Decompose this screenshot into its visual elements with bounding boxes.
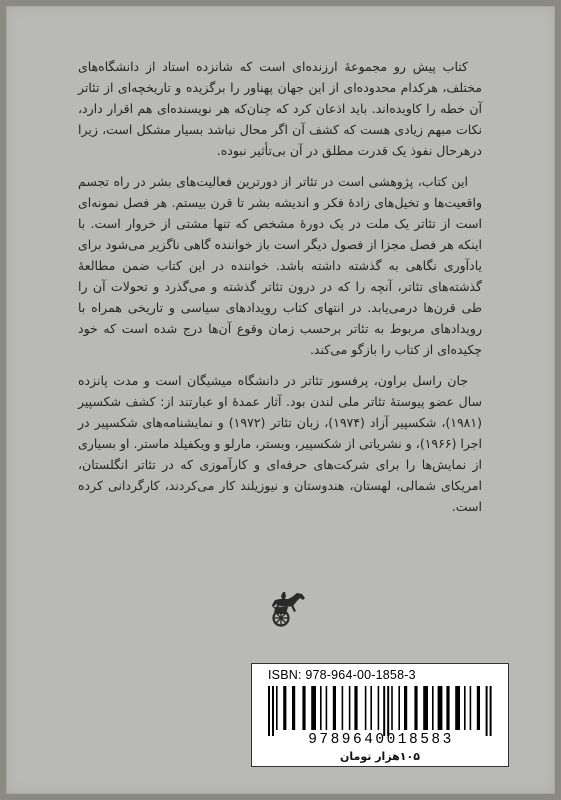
barcode-bar <box>464 686 466 730</box>
barcode-bar <box>446 686 449 730</box>
barcode-bar <box>391 686 393 730</box>
barcode-bar <box>365 686 367 730</box>
barcode-bar <box>455 686 460 730</box>
price-label: ۱۰۵هزار تومان <box>340 750 420 763</box>
barcode-bar <box>438 686 443 730</box>
barcode-digits: 9789640018583 <box>308 732 454 748</box>
barcode-bar <box>404 686 407 730</box>
barcode-bar <box>349 686 351 730</box>
barcode-bar <box>283 686 286 730</box>
barcode-bar <box>326 686 328 730</box>
barcode-bar <box>292 686 295 730</box>
back-cover <box>6 6 555 794</box>
barcode-bar <box>398 686 400 730</box>
barcode-label <box>251 663 509 767</box>
back-cover-text <box>78 56 482 517</box>
barcode-bar <box>477 686 480 730</box>
barcode-bar <box>414 686 417 730</box>
barcode-bar <box>302 686 305 730</box>
barcode-bar <box>387 686 389 736</box>
barcode-bar <box>423 686 428 730</box>
barcode-bar <box>320 686 322 730</box>
paragraph-description: این کتاب، پژوهشی است در تئاتر از دورترین فعالیت‌های بشر در راه تجسم واقعیت‌ها و تخیل‌های زادهٔ فکر و اندیشه بشر تا قرن بیستم. هر فصل نمونه‌ای است از تئاتر یک ملت در یک دورهٔ مشخص که تنها مشتی از خروار است. با اینکه هر فصل مجزا از فصول دیگر است باز خواننده گاهی ناگزیر می‌شود برای یادآوری نگاهی به گذشته داشته باشد. خواننده در این کتاب ضمن مطالعهٔ گذشته‌های تئاتر، آنچه را که در درون تئاتر گذشته و می‌گذرد و تحولات آن را طی قرن‌ها درمی‌یابد. در انتهای کتاب رویدادهای سیاسی و تاریخی همراه با رویدادهای مربوط به تئاتر برحسب زمان وقوع آن‌ها درج شده است که خود چکیده‌ای از کتاب را بازگو می‌کند. <box>78 174 482 357</box>
chariot-emblem-icon <box>264 590 308 628</box>
barcode-bar <box>342 686 344 730</box>
barcode-bar <box>333 686 336 730</box>
barcode-bar <box>311 686 316 730</box>
barcode-bar <box>276 686 278 730</box>
barcode-bar <box>354 686 357 730</box>
barcode-bars <box>268 686 494 736</box>
isbn-number: ISBN: 978-964-00-1858-3 <box>268 668 416 682</box>
barcode-bar <box>268 686 270 736</box>
barcode-bar <box>378 686 380 730</box>
barcode-bar <box>383 686 385 736</box>
barcode-bar <box>486 686 488 736</box>
paragraph-author-bio: جان راسل براون، پرفسور تئاتر در دانشگاه میشیگان است و مدت پانزده سال عضو پیوستهٔ تئاتر ملی لندن بود. آثار عمدهٔ او عبارتند از: کشف شکسپیر (۱۹۸۱)، شکسپیر آزاد (۱۹۷۴)، زبان تئاتر (۱۹۷۲) و نمایشنامه‌های شکسپیر در اجرا (۱۹۶۶)، و نشریاتی از شکسپیر، وبستر، مارلو و ویکفیلد ماستر. او بسیاری از نمایش‌ها را برای شرکت‌های حرفه‌ای و کارآموزی که در تئاتر انگلستان، امریکای شمالی، لهستان، هندوستان و نیوزیلند کار می‌کردند، کارگردانی کرده است. <box>78 373 483 514</box>
paragraph-intro: کتاب پیش رو مجموعهٔ ارزنده‌ای است که شانزده استاد از دانشگاه‌های مختلف، هرکدام محدوده‌ای از این جهان پهناور را برگزیده و تاریخچه‌ای از تئاتر آن خطه را کاویده‌اند. باید اذعان کرد که چنان‌که هر نویسنده‌ای هم اقرار دارد، نکات مبهم زیادی هست که کشف آن اگر محال نباشد بسیار مشکل است، زیرا درهرحال نفوذ یک قدرت مطلق در آن بی‌تأثیر نبوده. <box>78 59 482 158</box>
barcode-bar <box>470 686 472 730</box>
barcode-bar <box>490 686 492 736</box>
barcode-bar <box>272 686 274 736</box>
barcode-bar <box>370 686 372 730</box>
barcode-bar <box>432 686 434 730</box>
